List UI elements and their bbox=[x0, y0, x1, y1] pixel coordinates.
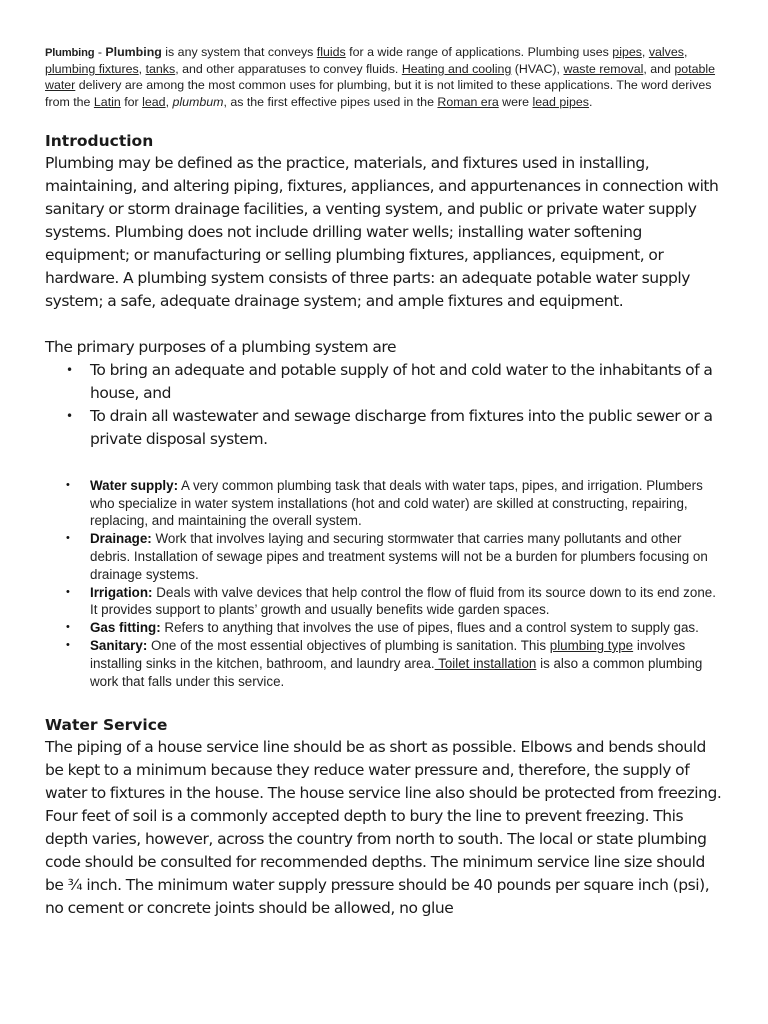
intro-paragraph: Plumbing - Plumbing is any system that conveys fluids for a wide range of applications. Plumbing uses pipes, valves, plumbing fixtures, tanks, and other apparatuses to convey fluids. Heating and cooling (HVAC), waste removal, and potable water delivery are among the most common uses for plumbing, but it is not limited to these applications. The word derives from the Latin for lead, plumbum, as the first effective pipes used in the Roman era were lead pipes. bbox=[45, 45, 716, 109]
link-pipes[interactable]: pipes bbox=[612, 45, 642, 59]
bullet-icon: • bbox=[66, 585, 70, 598]
link-valves[interactable]: valves bbox=[648, 45, 684, 59]
water-service-heading: Water Service bbox=[45, 716, 168, 735]
bullet-icon: • bbox=[66, 408, 73, 423]
bullet-icon: • bbox=[66, 621, 70, 634]
service-item-irrigation: • Irrigation: Deals with valve devices that help control the flow of fluid from its source down to its end zone. It provides support to plants’ growth and usually benefits wide garden spaces. bbox=[66, 584, 716, 618]
bullet-icon: • bbox=[66, 638, 70, 651]
bullet-icon: • bbox=[66, 532, 70, 545]
bullet-icon: • bbox=[66, 362, 73, 377]
link-heating-cooling[interactable]: Heating and cooling bbox=[401, 62, 512, 77]
service-label: Sanitary: bbox=[90, 637, 148, 653]
link-fluids[interactable]: fluids bbox=[316, 45, 346, 59]
introduction-heading: Introduction bbox=[45, 131, 154, 150]
link-latin[interactable]: Latin bbox=[93, 94, 121, 109]
plumbum-term: plumbum bbox=[172, 94, 224, 109]
link-potable-water[interactable]: potable water bbox=[45, 62, 716, 93]
link-plumbing-fixtures[interactable]: plumbing fixtures bbox=[45, 62, 139, 77]
service-label: Irrigation: bbox=[90, 584, 153, 600]
bold-term: Plumbing bbox=[105, 45, 162, 59]
link-lead-pipes[interactable]: lead pipes bbox=[532, 94, 589, 109]
service-item-gas-fitting: • Gas fitting: Refers to anything that involves the use of pipes, flues and a control system to supply gas. bbox=[66, 620, 699, 636]
link-plumbing-type[interactable]: plumbing type bbox=[549, 637, 634, 653]
link-waste-removal[interactable]: waste removal bbox=[563, 62, 644, 77]
document-page bbox=[45, 44, 725, 920]
link-roman-era[interactable]: Roman era bbox=[437, 94, 499, 109]
link-lead[interactable]: lead bbox=[142, 94, 166, 109]
water-service-body: The piping of a house service line should be as short as possible. Elbows and bends should be kept to a minimum because they reduce water pressure and, therefore, the supply of water to fixtures in the house. The house service line also should be protected from freezing. Four feet of soil is a commonly accepted depth to bury the line to prevent freezing. This depth varies, however, across the country from north to south. The local or state plumbing code should be consulted for recommended depths. The minimum service line size should be ¾ inch. The minimum water supply pressure should be 40 pounds per square inch (psi), no cement or concrete joints should be allowed, no glue bbox=[45, 738, 722, 918]
spacer bbox=[45, 313, 725, 336]
link-toilet-installation[interactable]: Toilet installation bbox=[434, 655, 537, 671]
purposes-list bbox=[45, 359, 725, 451]
list-item: • To drain all wastewater and sewage discharge from fixtures into the public sewer or a private disposal system. bbox=[66, 406, 713, 448]
list-item: • To bring an adequate and potable supply of hot and cold water to the inhabitants of a house, and bbox=[66, 360, 713, 402]
bullet-icon: • bbox=[66, 478, 70, 491]
service-label: Water supply: bbox=[90, 477, 179, 493]
introduction-body: Plumbing may be defined as the practice, materials, and fixtures used in installing, maintaining, and altering piping, fixtures, appliances, and appurtenances in connection with sanitary or storm drainage facilities, a venting system, and public or private water supply systems. Plumbing does not include drilling water wells; installing water softening equipment; or manufacturing or selling plumbing fixtures, appliances, equipment, or hardware. A plumbing system consists of three parts: an adequate potable water supply system; a safe, adequate drainage system; and ample fixtures and equipment. bbox=[45, 153, 719, 310]
service-item-sanitary: • Sanitary: One of the most essential objectives of plumbing is sanitation. This plumbing type involves installing sinks in the kitchen, bathroom, and laundry area. Toilet installation is also a common plumbing work that falls under this service. bbox=[66, 637, 703, 689]
service-item-water-supply: • Water supply: A very common plumbing task that deals with water taps, pipes, and irrigation. Plumbers who specialize in water system installations (hot and cold water) are skilled at constructing, repairing, replacing, and maintaining the overall system. bbox=[66, 477, 703, 529]
service-label: Gas fitting: bbox=[90, 620, 161, 636]
lead-term: Plumbing bbox=[45, 47, 95, 59]
link-tanks[interactable]: tanks bbox=[145, 62, 176, 77]
service-item-drainage: • Drainage: Work that involves laying and securing stormwater that carries many pollutants and other debris. Installation of sewage pipes and treatment systems will not be a burden for plumbers focusing on drainage systems. bbox=[66, 531, 708, 582]
services-list bbox=[45, 477, 725, 691]
service-label: Drainage: bbox=[90, 531, 152, 547]
purposes-lead: The primary purposes of a plumbing system are bbox=[45, 337, 397, 356]
